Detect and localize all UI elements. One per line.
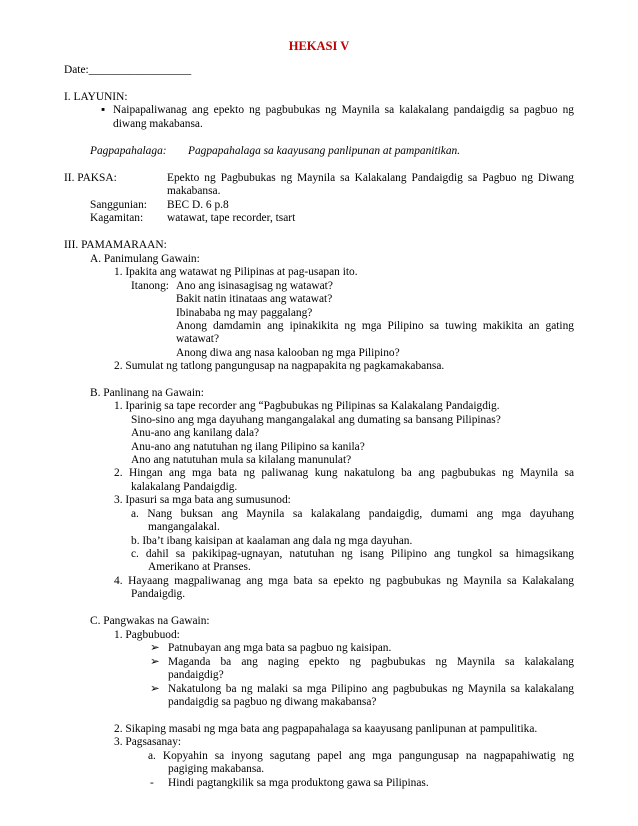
date-line: Date:__________________: [64, 64, 192, 76]
part-b-item-2-line-2: kalakalang Pandaigdig.: [131, 481, 238, 493]
summary-point-2-line-1: Maganda ba ang naging epekto ng pagbubukas ng Maynila sa kalakalang: [168, 656, 574, 668]
section-3-heading: III. PAMAMARAAN:: [64, 239, 167, 251]
objective-line-1: Naipapaliwanag ang epekto ng pagbubukas ng Maynila sa kalakalang pandaigdig sa pagbuo ng: [113, 104, 574, 116]
part-b-item-2-line-1: 2. Hingan ang mga bata ng paliwanag kung nakatulong ba ang pagbubukas ng Maynila sa: [114, 467, 574, 479]
part-c-item-2: 2. Sikaping masabi ng mga bata ang pagpapahalaga sa kaayusang panlipunan at pampulitika.: [114, 723, 538, 735]
reference-label: Sanggunian:: [90, 199, 147, 211]
part-b-question-2: Anu-ano ang kanilang dala?: [131, 427, 260, 439]
ask-label: Itanong:: [131, 280, 169, 292]
values-label: Pagpapahalaga:: [90, 145, 167, 157]
question-2: Bakit natin itinataas ang watawat?: [176, 293, 333, 305]
part-b-item-1: 1. Iparinig sa tape recorder ang “Pagbubukas ng Pilipinas sa Kalakalang Pandaigdig.: [114, 400, 500, 412]
question-3: Ibinababa ng may paggalang?: [176, 307, 313, 319]
part-b-sub-a-line-2: mangangalakal.: [148, 521, 220, 533]
reference-value: BEC D. 6 p.8: [167, 199, 229, 211]
summary-point-3-line-1: Nakatulong ba ng malaki sa mga Pilipino ang pagbubukas ng Maynila sa kalakalang: [168, 683, 574, 695]
part-b-sub-c-line-2: Amerikano at Pranses.: [148, 561, 251, 573]
part-b-sub-c-line-1: c. dahil sa pakikipag-ugnayan, natutuhan ng isang Pilipino ang tungkol sa himagsikang: [131, 548, 574, 560]
materials-value: watawat, tape recorder, tsart: [167, 212, 296, 224]
part-b-sub-a-line-1: a. Nang buksan ang Maynila sa kalakalang pandaigdig, dumami ang mga dayuhang: [131, 508, 574, 520]
question-4-line-2: watawat?: [176, 333, 220, 345]
question-5: Anong diwa ang nasa kalooban ng mga Pilipino?: [176, 347, 400, 359]
arrow-bullet-icon: ➢: [150, 642, 160, 654]
part-b-question-1: Sino-sino ang mga dayuhang mangangalakal ang dumating sa bansang Pilipinas?: [131, 414, 501, 426]
objective-line-2: diwang makabansa.: [113, 118, 203, 130]
arrow-bullet-icon: ➢: [150, 683, 160, 695]
part-a-item-2: 2. Sumulat ng tatlong pangungusap na nagpapakita ng pagkamakabansa.: [114, 360, 445, 372]
exercise-a-line-1: a. Kopyahin sa inyong sagutang papel ang mga pangungusap na nagpapahiwatig ng: [148, 750, 574, 762]
exercise-a-line-2: pagiging makabansa.: [168, 763, 265, 775]
part-b-heading: B. Panlinang na Gawain:: [90, 387, 204, 399]
part-b-question-4: Ano ang natutuhan mula sa kilalang manunulat?: [131, 454, 352, 466]
summary-point-3-line-2: pandaigdig sa pagbuo ng diwang makabansa?: [168, 696, 377, 708]
part-b-item-3: 3. Ipasuri sa mga bata ang sumusunod:: [114, 494, 291, 506]
section-1-heading: I. LAYUNIN:: [64, 91, 128, 103]
question-4-line-1: Anong damdamin ang ipinakikita ng mga Pilipino sa tuwing makikita an gating: [176, 320, 574, 332]
section-2-heading: II. PAKSA:: [64, 172, 117, 184]
part-a-item-1: 1. Ipakita ang watawat ng Pilipinas at pag-usapan ito.: [114, 266, 358, 278]
summary-point-2-line-2: pandaigdig?: [168, 669, 224, 681]
part-b-item-4-line-1: 4. Hayaang magpaliwanag ang mga bata sa epekto ng pagbubukas ng Maynila sa Kalakalang: [114, 575, 574, 587]
dash-bullet-icon: -: [150, 777, 154, 789]
part-b-question-3: Anu-ano ang natutuhan ng ilang Pilipino sa kanila?: [131, 441, 365, 453]
topic-line-1: Epekto ng Pagbubukas ng Maynila sa Kalakalang Pandaigdig sa Pagbuo ng Diwang: [167, 172, 574, 184]
exercise-item-1: Hindi pagtangkilik sa mga produktong gawa sa Pilipinas.: [168, 777, 429, 789]
topic-line-2: makabansa.: [167, 185, 221, 197]
part-c-item-1: 1. Pagbubuod:: [114, 629, 180, 641]
part-c-heading: C. Pangwakas na Gawain:: [90, 615, 210, 627]
part-b-item-4-line-2: Pandaigdig.: [131, 588, 186, 600]
part-b-sub-b: b. Iba’t ibang kaisipan at kaalaman ang dala ng mga dayuhan.: [131, 535, 413, 547]
square-bullet-icon: ▪: [101, 104, 106, 116]
values-text: Pagpapahalaga sa kaayusang panlipunan at pampanitikan.: [188, 145, 461, 157]
part-c-item-3: 3. Pagsasanay:: [114, 736, 182, 748]
question-1: Ano ang isinasagisag ng watawat?: [176, 280, 333, 292]
document-title: HEKASI V: [288, 39, 350, 53]
summary-point-1: Patnubayan ang mga bata sa pagbuo ng kaisipan.: [168, 642, 392, 654]
part-a-heading: A. Panimulang Gawain:: [90, 253, 200, 265]
arrow-bullet-icon: ➢: [150, 656, 160, 668]
materials-label: Kagamitan:: [90, 212, 144, 224]
